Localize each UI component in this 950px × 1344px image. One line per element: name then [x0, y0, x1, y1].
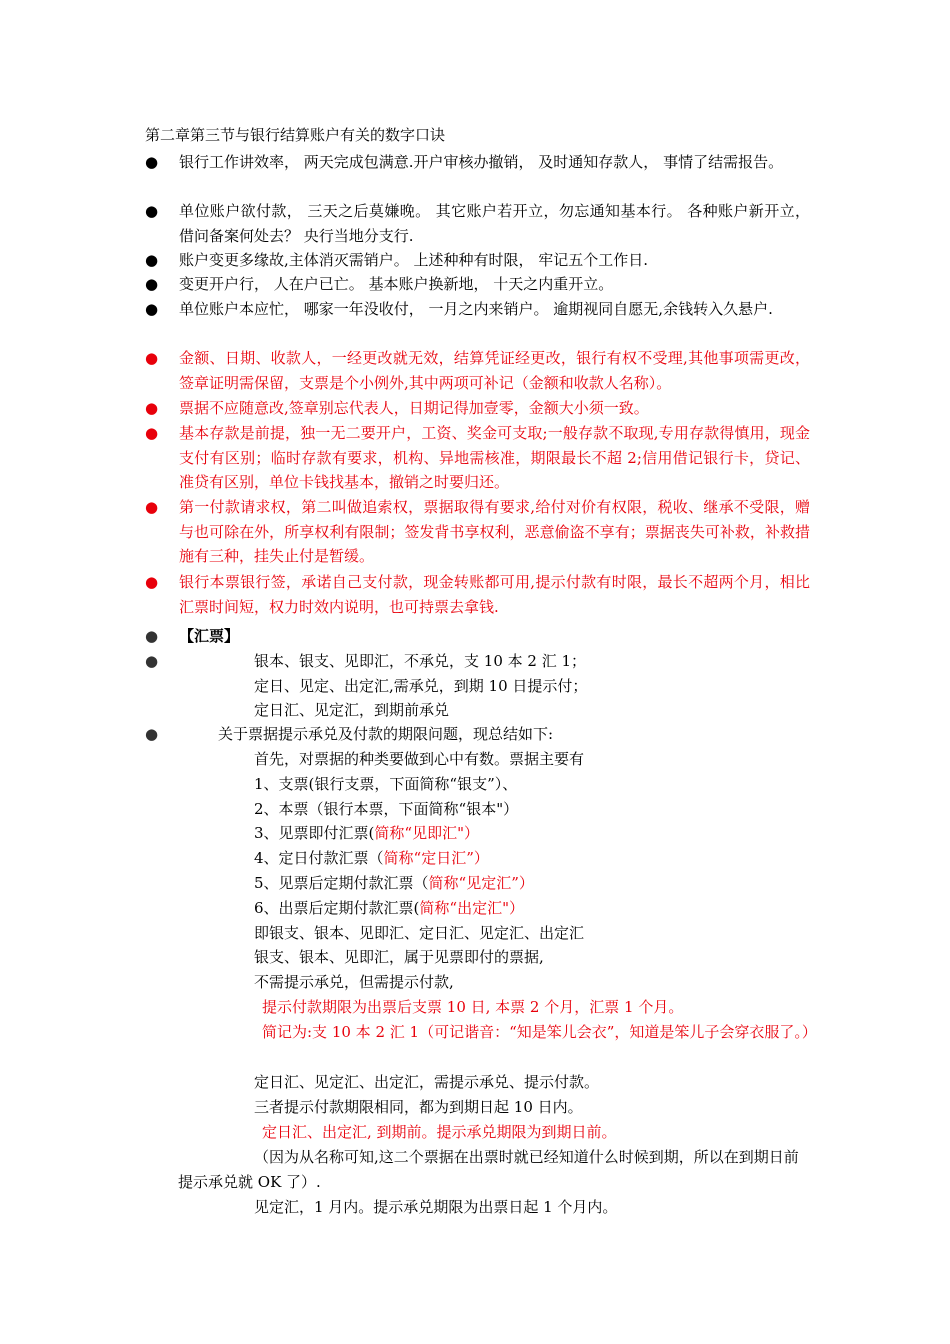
huipiao-line: 定日汇、见定汇，到期前承兑 — [254, 701, 450, 719]
list-item-huipiao — [145, 624, 810, 649]
summary-intro: 关于票据提示承兑及付款的期限问题，现总结如下: — [218, 725, 554, 743]
bullet-icon: ● — [145, 349, 159, 367]
summary-line-text: 4、定日付款汇票（ — [254, 849, 384, 867]
list-item-text: 基本存款是前提，独一无二要开户，工资、奖金可支取;一般存款不取现,专用存款得慎用，现金支付有区别；临时存款有要求，机构、异地需核准，期限最长不超 2;信用借记银行卡，贷记、准贷有区别，单位卡钱找基本，撤销之时要归还。 — [179, 424, 810, 491]
list-item — [145, 297, 810, 322]
bullet-icon: ● — [145, 153, 159, 171]
summary-line-red: 简称“见定汇”） — [428, 874, 534, 892]
huipiao-line: 银本、银支、见即汇，不承兑，支 10 本 2 汇 1； — [254, 652, 587, 670]
bullet-icon: ● — [145, 251, 159, 269]
summary-line: 银支、银本、见即汇，属于见票即付的票据, — [254, 948, 544, 966]
summary-line — [254, 896, 524, 920]
summary-line: （因为从名称可知,这二个票据在出票时就已经知道什么时候到期，所以在到期日前提示承兑就 OK 了）. — [178, 1148, 799, 1191]
list-item — [145, 495, 810, 569]
summary-line-red: 简称“出定汇"） — [419, 899, 524, 917]
summary-line: 即银支、银本、见即汇、定日汇、见定汇、出定汇 — [254, 924, 585, 942]
bullet-icon: ● — [145, 652, 159, 670]
huipiao-line: 定日、见定、出定汇,需承兑，到期 10 日提示付； — [254, 677, 588, 695]
list-item — [145, 272, 810, 297]
summary-line-red: 简称“见即汇"） — [374, 824, 479, 842]
bullet-icon: ● — [145, 399, 159, 417]
list-item-text: 单位账户本应忙， 哪家一年没收付， 一月之内来销户。 逾期视同自愿无,余钱转入久悬户. — [179, 300, 773, 318]
summary-line: 首先，对票据的种类要做到心中有数。票据主要有 — [254, 750, 585, 768]
bullet-icon: ● — [145, 573, 159, 591]
summary-line-red: 提示付款期限为出票后支票 10 日, 本票 2 个月，汇票 1 个月。 — [262, 998, 684, 1016]
summary-line — [254, 846, 489, 870]
summary-line-red: 简称“定日汇”） — [383, 849, 489, 867]
list-item-text: 变更开户行， 人在户已亡。 基本账户换新地， 十天之内重开立。 — [179, 275, 614, 293]
summary-line: 三者提示付款期限相同，都为到期日起 10 日内。 — [254, 1098, 583, 1116]
summary-line-red: 简记为:支 10 本 2 汇 1（可记谐音：“知是笨儿会衣”，知道是笨儿子会穿衣服了。） — [262, 1023, 817, 1041]
summary-line: 定日汇、见定汇、出定汇，需提示承兑、提示付款。 — [254, 1073, 600, 1091]
list-item-text: 金额、日期、收款人，一经更改就无效，结算凭证经更改，银行有权不受理,其他事项需更改，签章证明需保留，支票是个小例外,其中两项可补记（金额和收款人名称）。 — [179, 349, 810, 392]
list-item-text: 账户变更多缘故,主体消灭需销户。 上述种种有时限， 牢记五个工作日. — [179, 251, 649, 269]
summary-line-text: 3、见票即付汇票( — [254, 824, 375, 842]
list-item-text: 第一付款请求权，第二叫做追索权，票据取得有要求,给付对价有权限，税收、继承不受限，赠与也可除在外，所享权利有限制；签发背书享权利，恶意偷盗不享有；票据丧失可补救，补救措施有三种，挂失止付是暂缓。 — [179, 498, 810, 565]
summary-line: 2、本票（银行本票，下面简称“银本"） — [254, 800, 519, 818]
summary-line: 不需提示承兑，但需提示付款, — [254, 973, 454, 991]
summary-line-text: 6、出票后定期付款汇票( — [254, 899, 420, 917]
list-item — [145, 150, 810, 175]
list-item — [145, 421, 810, 495]
bullet-icon: ● — [145, 275, 159, 293]
bullet-icon: ● — [145, 498, 159, 516]
summary-line: 1、支票(银行支票，下面简称“银支”）、 — [254, 775, 518, 793]
list-item — [145, 199, 810, 248]
summary-line-text: 5、见票后定期付款汇票（ — [254, 874, 429, 892]
summary-line — [254, 821, 479, 845]
list-item-text: 票据不应随意改,签章别忘代表人，日期记得加壹零，金额大小须一致。 — [179, 399, 649, 417]
list-item — [145, 346, 810, 395]
list-item-text: 银行本票银行签，承诺自己支付款，现金转账都可用,提示付款有时限，最长不超两个月，相比汇票时间短，权力时效内说明，也可持票去拿钱. — [179, 573, 810, 616]
summary-line — [254, 871, 534, 895]
section-heading: 【汇票】 — [179, 627, 240, 645]
bullet-icon: ● — [145, 424, 159, 442]
bullet-icon: ● — [145, 300, 159, 318]
bullet-icon: ● — [145, 627, 159, 645]
bullet-icon: ● — [145, 725, 159, 743]
bullet-icon: ● — [145, 202, 159, 220]
list-item-text: 银行工作讲效率， 两天完成包满意.开户审核办撤销， 及时通知存款人， 事情了结需报告。 — [179, 153, 784, 171]
list-item — [145, 396, 810, 421]
list-item-text: 单位账户欲付款， 三天之后莫嫌晚。 其它账户若开立，勿忘通知基本行。 各种账户新开立， 借问备案何处去？ 央行当地分支行. — [179, 202, 810, 245]
summary-line-red: 定日汇、出定汇, 到期前。提示承兑期限为到期日前。 — [262, 1123, 617, 1141]
document-title: 第二章第三节与银行结算账户有关的数字口诀 — [145, 126, 446, 144]
list-item — [145, 248, 810, 273]
summary-line: 见定汇，1 月内。提示承兑期限为出票日起 1 个月内。 — [254, 1198, 618, 1216]
list-item — [145, 570, 810, 619]
